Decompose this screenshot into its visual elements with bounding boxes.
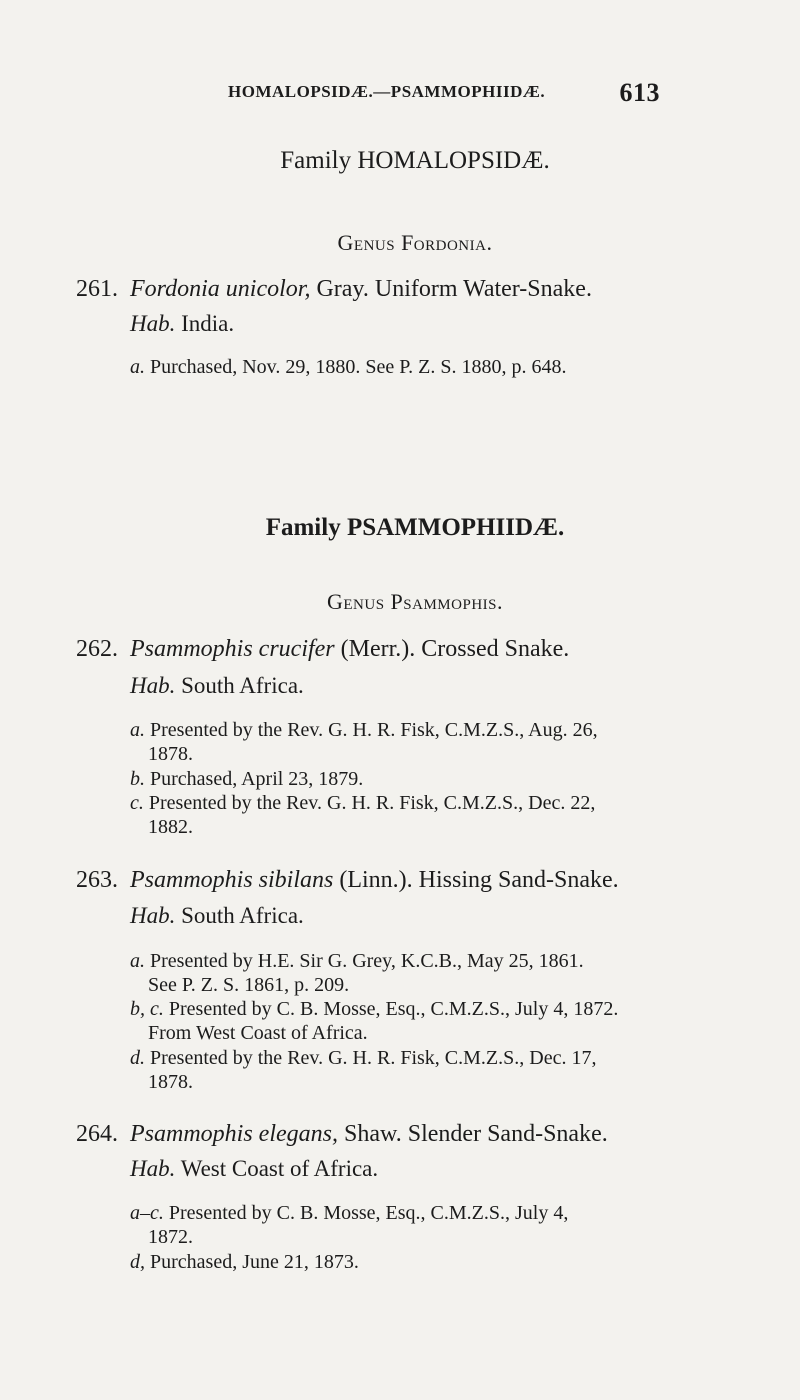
hab-label: Hab.: [130, 1156, 176, 1181]
specimen-item: [130, 1046, 670, 1094]
hab-value: West Coast of Africa.: [175, 1156, 379, 1181]
specimen-text: Presented by C. B. Mosse, Esq., C.M.Z.S., July 4,: [163, 1202, 569, 1224]
specimen-letter: b, c.: [130, 998, 164, 1020]
habitat: [130, 1156, 378, 1182]
genus-heading: Genus Psammophis.: [327, 589, 503, 614]
specimen-letter: a–c.: [130, 1202, 164, 1224]
species-name: Psammophis sibilans: [130, 867, 334, 893]
specimen-item: [130, 355, 670, 379]
specimen-continuation: 1872.: [148, 1226, 193, 1248]
habitat: [130, 311, 234, 337]
species-author-common: (Linn.). Hissing Sand-Snake.: [333, 867, 619, 893]
specimen-item: [130, 949, 670, 997]
species-number: 263.: [76, 867, 118, 893]
specimen-letter: c.: [130, 792, 144, 814]
specimen-text: Purchased, April 23, 1879.: [145, 768, 364, 790]
specimen-continuation: From West Coast of Africa.: [148, 1022, 368, 1044]
specimen-text: Presented by the Rev. G. H. R. Fisk, C.M.Z.S., Dec. 22,: [143, 792, 596, 814]
specimen-letter: b.: [130, 768, 145, 790]
species-entry: [76, 1121, 608, 1148]
species-number: 262.: [76, 636, 118, 662]
hab-value: South Africa.: [175, 673, 304, 698]
hab-label: Hab.: [130, 311, 176, 336]
specimen-text: Presented by H.E. Sir G. Grey, K.C.B., May 25, 1861.: [145, 950, 584, 972]
specimen-letter: d.: [130, 1047, 145, 1069]
specimen-text: Purchased, Nov. 29, 1880. See P. Z. S. 1880, p. 648.: [145, 356, 567, 378]
hab-value: India.: [175, 311, 235, 336]
page-number: 613: [619, 78, 660, 107]
species-author-common: (Merr.). Crossed Snake.: [334, 636, 570, 662]
species-number: 261.: [76, 276, 118, 302]
specimen-continuation: 1878.: [148, 1071, 193, 1093]
specimen-letter: a.: [130, 719, 145, 741]
species-number: 264.: [76, 1121, 118, 1147]
running-title: HOMALOPSIDÆ.—PSAMMOPHIIDÆ.: [228, 82, 546, 101]
hab-label: Hab.: [130, 673, 176, 698]
specimen-item: [130, 1250, 670, 1274]
specimen-continuation: 1878.: [148, 743, 193, 765]
specimen-item: [130, 997, 670, 1045]
specimen-continuation: 1882.: [148, 816, 193, 838]
species-entry: [76, 636, 570, 663]
species-entry: [76, 867, 619, 894]
species-name: Fordonia unicolor,: [130, 276, 311, 302]
species-author-common: Shaw. Slender Sand-Snake.: [337, 1121, 608, 1147]
species-author-common: Gray. Uniform Water-Snake.: [310, 276, 592, 302]
specimen-item: [130, 718, 670, 766]
specimen-letter: a.: [130, 356, 145, 378]
specimen-item: [130, 791, 670, 839]
genus-heading: Genus Fordonia.: [337, 230, 493, 255]
specimen-letter: d,: [130, 1251, 145, 1273]
specimen-text: Presented by C. B. Mosse, Esq., C.M.Z.S., July 4, 1872.: [163, 998, 619, 1020]
specimen-text: Presented by the Rev. G. H. R. Fisk, C.M.Z.S., Dec. 17,: [145, 1047, 597, 1069]
habitat: [130, 673, 304, 699]
specimen-item: [130, 767, 670, 791]
specimen-text: Presented by the Rev. G. H. R. Fisk, C.M.Z.S., Aug. 26,: [145, 719, 598, 741]
hab-value: South Africa.: [175, 903, 304, 928]
specimen-letter: a.: [130, 950, 145, 972]
specimen-continuation: See P. Z. S. 1861, p. 209.: [148, 974, 350, 996]
species-name: Psammophis elegans,: [130, 1121, 338, 1147]
species-entry: [76, 276, 592, 303]
species-name: Psammophis crucifer: [130, 636, 335, 662]
specimen-item: [130, 1201, 670, 1249]
family-heading: Family HOMALOPSIDÆ.: [280, 147, 550, 174]
specimen-text: Purchased, June 21, 1873.: [145, 1251, 359, 1273]
family-heading: Family PSAMMOPHIIDÆ.: [265, 514, 565, 541]
hab-label: Hab.: [130, 903, 176, 928]
habitat: [130, 903, 304, 929]
